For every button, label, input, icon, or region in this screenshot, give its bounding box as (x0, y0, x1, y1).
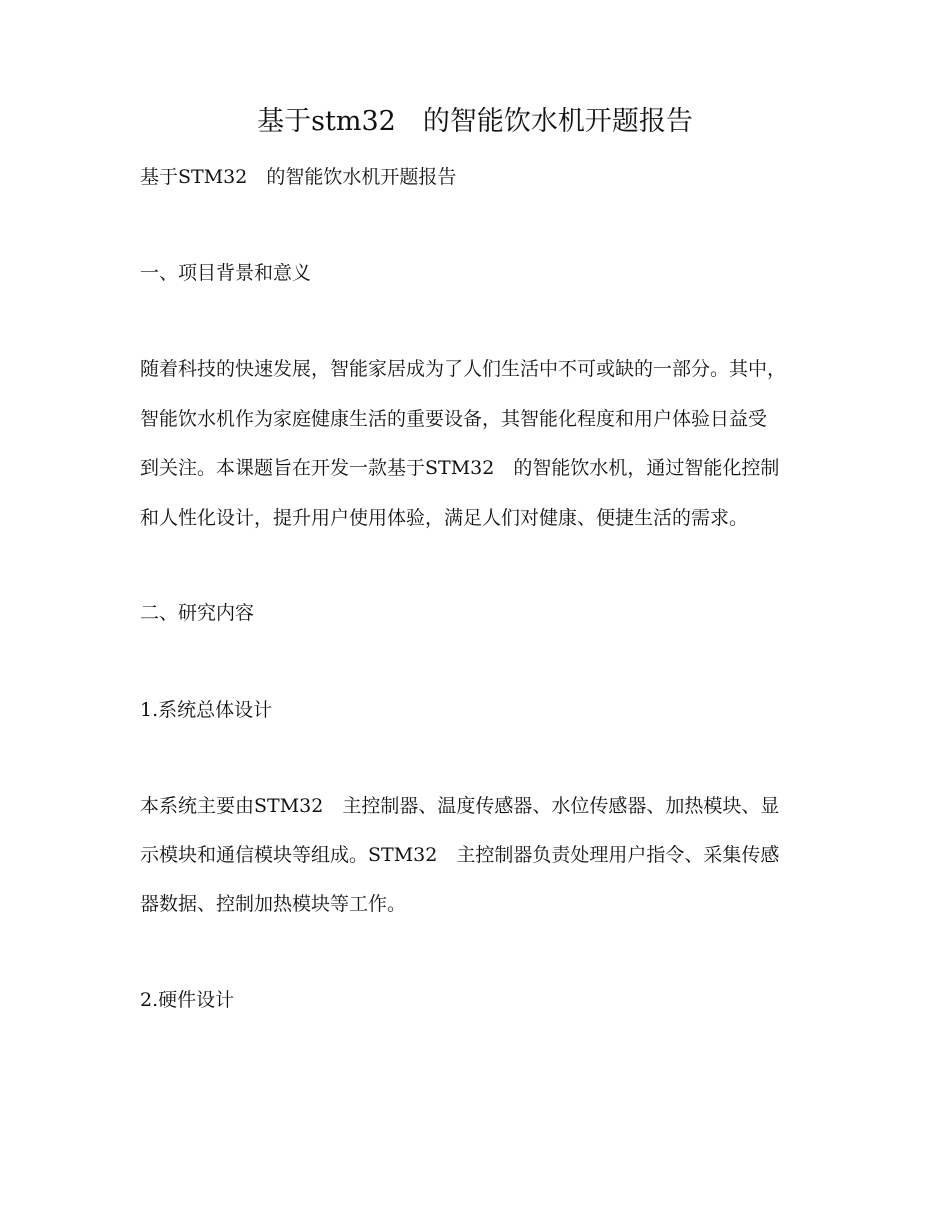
paragraph-line: 器数据、控制加热模块等工作。 (140, 893, 407, 915)
paragraph-line: 本系统主要由STM32 主控制器、温度传感器、水位传感器、加热模块、显 (140, 795, 780, 817)
section-heading-research: 二、研究内容 (140, 602, 255, 624)
subsection-heading-overall-design: 1.系统总体设计 (140, 699, 273, 721)
paragraph-line: 智能饮水机作为家庭健康生活的重要设备，其智能化程度和用户体验日益受 (140, 408, 768, 430)
document-title: 基于stm32 的智能饮水机开题报告 (257, 106, 693, 137)
document-subtitle: 基于STM32 的智能饮水机开题报告 (140, 166, 457, 188)
paragraph-line: 随着科技的快速发展，智能家居成为了人们生活中不可或缺的一部分。其中， (140, 358, 787, 380)
section-heading-background: 一、项目背景和意义 (140, 262, 312, 284)
subsection-heading-hardware-design: 2.硬件设计 (140, 989, 235, 1011)
paragraph-line: 示模块和通信模块等组成。STM32 主控制器负责处理用户指令、采集传感 (140, 844, 780, 866)
paragraph-line: 到关注。本课题旨在开发一款基于STM32 的智能饮水机，通过智能化控制 (140, 457, 780, 479)
paragraph-line: 和人性化设计，提升用户使用体验，满足人们对健康、便捷生活的需求。 (140, 507, 749, 529)
